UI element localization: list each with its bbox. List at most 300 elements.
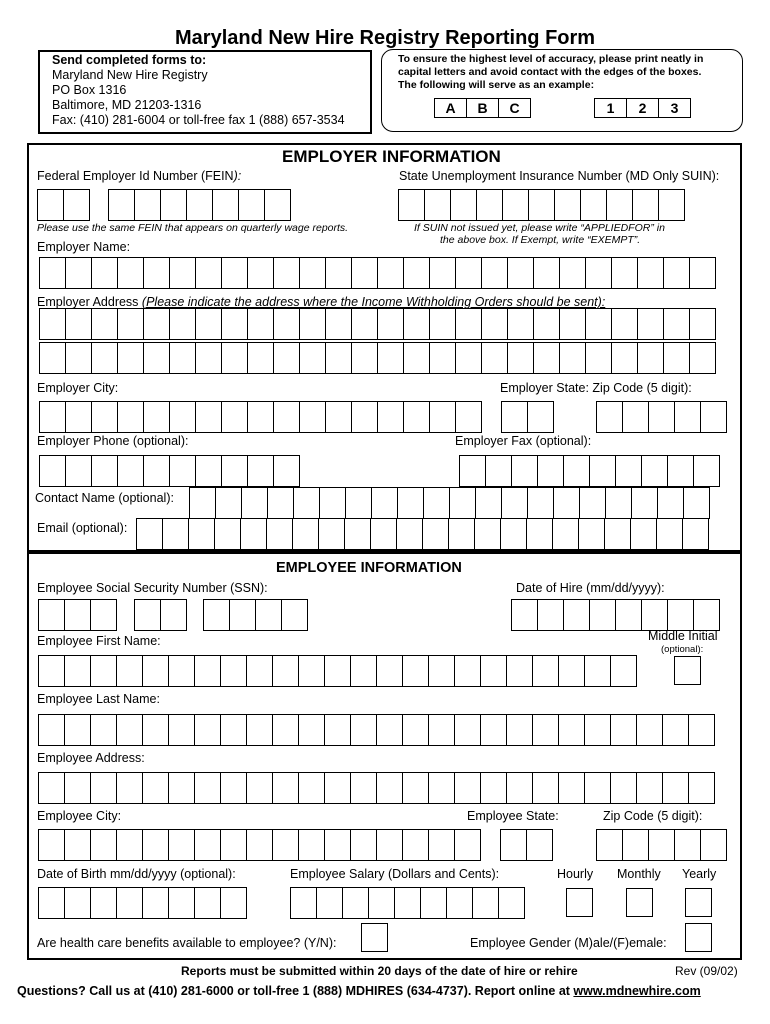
char-box[interactable] — [534, 343, 560, 373]
char-box[interactable] — [507, 656, 533, 686]
char-box[interactable] — [378, 343, 404, 373]
char-box[interactable] — [533, 773, 559, 803]
char-box[interactable] — [481, 656, 507, 686]
char-box[interactable] — [117, 773, 143, 803]
char-box[interactable] — [663, 773, 689, 803]
char-box[interactable] — [239, 190, 265, 220]
char-box[interactable] — [273, 656, 299, 686]
char-box[interactable] — [325, 773, 351, 803]
char-box[interactable] — [475, 519, 501, 549]
char-box[interactable] — [377, 773, 403, 803]
char-box[interactable] — [538, 456, 564, 486]
char-box[interactable] — [476, 488, 502, 518]
char-box[interactable] — [282, 600, 308, 630]
employer-zip-input[interactable] — [596, 401, 727, 433]
char-box[interactable] — [91, 600, 117, 630]
char-box[interactable] — [501, 519, 527, 549]
char-box[interactable] — [352, 343, 378, 373]
char-box[interactable] — [398, 488, 424, 518]
employer-name-input[interactable] — [39, 257, 716, 289]
char-box[interactable] — [455, 715, 481, 745]
char-box[interactable] — [195, 888, 221, 918]
char-box[interactable] — [560, 309, 586, 339]
char-box[interactable] — [424, 488, 450, 518]
char-box[interactable] — [395, 888, 421, 918]
char-box[interactable] — [294, 488, 320, 518]
char-box[interactable] — [117, 656, 143, 686]
char-box[interactable] — [638, 343, 664, 373]
dob-input[interactable] — [38, 887, 247, 919]
char-box[interactable] — [65, 656, 91, 686]
char-box[interactable] — [586, 258, 612, 288]
char-box[interactable] — [291, 888, 317, 918]
char-box[interactable] — [91, 715, 117, 745]
char-box[interactable] — [538, 600, 564, 630]
char-box[interactable] — [66, 343, 92, 373]
char-box[interactable] — [404, 343, 430, 373]
char-box[interactable] — [326, 343, 352, 373]
char-box[interactable] — [597, 402, 623, 432]
char-box[interactable] — [170, 456, 196, 486]
char-box[interactable] — [564, 456, 590, 486]
char-box[interactable] — [221, 773, 247, 803]
char-box[interactable] — [300, 343, 326, 373]
health-benefits-input[interactable] — [361, 923, 388, 952]
char-box[interactable] — [447, 888, 473, 918]
ssn-input-group[interactable] — [134, 599, 187, 631]
char-box[interactable] — [299, 830, 325, 860]
char-box[interactable] — [429, 830, 455, 860]
char-box[interactable] — [612, 258, 638, 288]
char-box[interactable] — [39, 715, 65, 745]
char-box[interactable] — [482, 309, 508, 339]
char-box[interactable] — [144, 258, 170, 288]
yearly-checkbox[interactable] — [685, 888, 712, 917]
char-box[interactable] — [632, 488, 658, 518]
char-box[interactable] — [638, 258, 664, 288]
char-box[interactable] — [273, 773, 299, 803]
char-box[interactable] — [117, 830, 143, 860]
first-name-input[interactable] — [38, 655, 637, 687]
char-box[interactable] — [39, 773, 65, 803]
char-box[interactable] — [403, 656, 429, 686]
char-box[interactable] — [430, 258, 456, 288]
char-box[interactable] — [92, 402, 118, 432]
char-box[interactable] — [326, 309, 352, 339]
char-box[interactable] — [169, 773, 195, 803]
char-box[interactable] — [143, 715, 169, 745]
employee-state-input[interactable] — [500, 829, 553, 861]
char-box[interactable] — [118, 258, 144, 288]
char-box[interactable] — [612, 343, 638, 373]
char-box[interactable] — [222, 258, 248, 288]
char-box[interactable] — [664, 258, 690, 288]
char-box[interactable] — [449, 519, 475, 549]
char-box[interactable] — [371, 519, 397, 549]
char-box[interactable] — [135, 600, 161, 630]
char-box[interactable] — [689, 715, 715, 745]
char-box[interactable] — [486, 456, 512, 486]
char-box[interactable] — [161, 600, 187, 630]
char-box[interactable] — [213, 190, 239, 220]
char-box[interactable] — [221, 715, 247, 745]
char-box[interactable] — [91, 656, 117, 686]
char-box[interactable] — [64, 190, 90, 220]
char-box[interactable] — [657, 519, 683, 549]
char-box[interactable] — [512, 600, 538, 630]
char-box[interactable] — [196, 456, 222, 486]
char-box[interactable] — [430, 402, 456, 432]
char-box[interactable] — [346, 488, 372, 518]
char-box[interactable] — [248, 402, 274, 432]
char-box[interactable] — [555, 190, 581, 220]
employer-fax-input[interactable] — [459, 455, 720, 487]
suin-input[interactable] — [398, 189, 685, 221]
char-box[interactable] — [351, 715, 377, 745]
char-box[interactable] — [66, 402, 92, 432]
char-box[interactable] — [502, 488, 528, 518]
char-box[interactable] — [170, 309, 196, 339]
char-box[interactable] — [430, 343, 456, 373]
char-box[interactable] — [533, 656, 559, 686]
char-box[interactable] — [403, 773, 429, 803]
char-box[interactable] — [664, 343, 690, 373]
char-box[interactable] — [65, 888, 91, 918]
char-box[interactable] — [109, 190, 135, 220]
char-box[interactable] — [300, 402, 326, 432]
salary-input[interactable] — [290, 887, 525, 919]
char-box[interactable] — [451, 190, 477, 220]
char-box[interactable] — [195, 656, 221, 686]
char-box[interactable] — [612, 309, 638, 339]
char-box[interactable] — [507, 773, 533, 803]
employee-zip-input[interactable] — [596, 829, 727, 861]
char-box[interactable] — [215, 519, 241, 549]
char-box[interactable] — [694, 600, 720, 630]
char-box[interactable] — [663, 715, 689, 745]
char-box[interactable] — [317, 888, 343, 918]
char-box[interactable] — [623, 402, 649, 432]
employee-city-input[interactable] — [38, 829, 481, 861]
char-box[interactable] — [559, 656, 585, 686]
char-box[interactable] — [137, 519, 163, 549]
char-box[interactable] — [170, 402, 196, 432]
char-box[interactable] — [117, 888, 143, 918]
char-box[interactable] — [66, 309, 92, 339]
char-box[interactable] — [39, 656, 65, 686]
char-box[interactable] — [585, 656, 611, 686]
char-box[interactable] — [403, 715, 429, 745]
char-box[interactable] — [586, 343, 612, 373]
char-box[interactable] — [39, 600, 65, 630]
employer-phone-input[interactable] — [39, 455, 300, 487]
char-box[interactable] — [40, 343, 66, 373]
char-box[interactable] — [274, 456, 300, 486]
char-box[interactable] — [501, 830, 527, 860]
char-box[interactable] — [456, 402, 482, 432]
char-box[interactable] — [533, 715, 559, 745]
char-box[interactable] — [144, 402, 170, 432]
char-box[interactable] — [320, 488, 346, 518]
char-box[interactable] — [265, 190, 291, 220]
char-box[interactable] — [508, 309, 534, 339]
ssn-input-serial[interactable] — [203, 599, 308, 631]
employer-state-input[interactable] — [501, 401, 554, 433]
char-box[interactable] — [196, 343, 222, 373]
char-box[interactable] — [248, 258, 274, 288]
char-box[interactable] — [529, 190, 555, 220]
char-box[interactable] — [190, 488, 216, 518]
char-box[interactable] — [40, 456, 66, 486]
char-box[interactable] — [507, 715, 533, 745]
char-box[interactable] — [502, 402, 528, 432]
char-box[interactable] — [473, 888, 499, 918]
char-box[interactable] — [40, 258, 66, 288]
char-box[interactable] — [326, 402, 352, 432]
char-box[interactable] — [169, 830, 195, 860]
char-box[interactable] — [118, 456, 144, 486]
fein-input-prefix[interactable] — [37, 189, 90, 221]
char-box[interactable] — [196, 309, 222, 339]
char-box[interactable] — [508, 343, 534, 373]
char-box[interactable] — [222, 456, 248, 486]
char-box[interactable] — [274, 309, 300, 339]
char-box[interactable] — [559, 773, 585, 803]
char-box[interactable] — [701, 830, 727, 860]
char-box[interactable] — [169, 656, 195, 686]
char-box[interactable] — [170, 343, 196, 373]
char-box[interactable] — [611, 715, 637, 745]
char-box[interactable] — [351, 830, 377, 860]
char-box[interactable] — [456, 309, 482, 339]
char-box[interactable] — [616, 600, 642, 630]
char-box[interactable] — [65, 715, 91, 745]
char-box[interactable] — [606, 488, 632, 518]
char-box[interactable] — [268, 488, 294, 518]
char-box[interactable] — [425, 190, 451, 220]
char-box[interactable] — [404, 402, 430, 432]
char-box[interactable] — [66, 258, 92, 288]
char-box[interactable] — [300, 309, 326, 339]
website-link[interactable]: www.mdnewhire.com — [573, 984, 701, 998]
char-box[interactable] — [607, 190, 633, 220]
char-box[interactable] — [649, 402, 675, 432]
char-box[interactable] — [117, 715, 143, 745]
char-box[interactable] — [579, 519, 605, 549]
char-box[interactable] — [429, 773, 455, 803]
char-box[interactable] — [684, 488, 710, 518]
char-box[interactable] — [345, 519, 371, 549]
char-box[interactable] — [241, 519, 267, 549]
char-box[interactable] — [221, 830, 247, 860]
char-box[interactable] — [221, 656, 247, 686]
char-box[interactable] — [581, 190, 607, 220]
char-box[interactable] — [169, 888, 195, 918]
monthly-checkbox[interactable] — [626, 888, 653, 917]
char-box[interactable] — [481, 773, 507, 803]
char-box[interactable] — [196, 402, 222, 432]
char-box[interactable] — [319, 519, 345, 549]
char-box[interactable] — [247, 715, 273, 745]
char-box[interactable] — [378, 258, 404, 288]
char-box[interactable] — [248, 309, 274, 339]
char-box[interactable] — [163, 519, 189, 549]
char-box[interactable] — [503, 190, 529, 220]
char-box[interactable] — [248, 456, 274, 486]
char-box[interactable] — [690, 343, 716, 373]
char-box[interactable] — [351, 773, 377, 803]
char-box[interactable] — [482, 343, 508, 373]
char-box[interactable] — [658, 488, 684, 518]
char-box[interactable] — [623, 830, 649, 860]
char-box[interactable] — [675, 402, 701, 432]
char-box[interactable] — [637, 773, 663, 803]
employer-address-input-1[interactable] — [39, 308, 716, 340]
char-box[interactable] — [590, 600, 616, 630]
char-box[interactable] — [421, 888, 447, 918]
char-box[interactable] — [481, 715, 507, 745]
char-box[interactable] — [144, 456, 170, 486]
char-box[interactable] — [38, 190, 64, 220]
char-box[interactable] — [169, 715, 195, 745]
char-box[interactable] — [560, 343, 586, 373]
char-box[interactable] — [597, 830, 623, 860]
char-box[interactable] — [477, 190, 503, 220]
char-box[interactable] — [675, 830, 701, 860]
char-box[interactable] — [637, 715, 663, 745]
char-box[interactable] — [273, 830, 299, 860]
char-box[interactable] — [450, 488, 476, 518]
char-box[interactable] — [553, 519, 579, 549]
last-name-input[interactable] — [38, 714, 715, 746]
char-box[interactable] — [39, 830, 65, 860]
char-box[interactable] — [242, 488, 268, 518]
char-box[interactable] — [508, 258, 534, 288]
char-box[interactable] — [668, 600, 694, 630]
char-box[interactable] — [649, 830, 675, 860]
char-box[interactable] — [580, 488, 606, 518]
char-box[interactable] — [683, 519, 709, 549]
char-box[interactable] — [585, 715, 611, 745]
char-box[interactable] — [352, 258, 378, 288]
contact-name-input[interactable] — [189, 487, 710, 519]
char-box[interactable] — [429, 715, 455, 745]
char-box[interactable] — [118, 309, 144, 339]
char-box[interactable] — [377, 715, 403, 745]
char-box[interactable] — [423, 519, 449, 549]
char-box[interactable] — [352, 402, 378, 432]
hourly-checkbox[interactable] — [566, 888, 593, 917]
char-box[interactable] — [299, 773, 325, 803]
char-box[interactable] — [300, 258, 326, 288]
char-box[interactable] — [256, 600, 282, 630]
char-box[interactable] — [352, 309, 378, 339]
char-box[interactable] — [293, 519, 319, 549]
employer-city-input[interactable] — [39, 401, 482, 433]
char-box[interactable] — [274, 402, 300, 432]
char-box[interactable] — [534, 309, 560, 339]
char-box[interactable] — [40, 402, 66, 432]
char-box[interactable] — [512, 456, 538, 486]
char-box[interactable] — [404, 309, 430, 339]
char-box[interactable] — [247, 656, 273, 686]
char-box[interactable] — [590, 456, 616, 486]
char-box[interactable] — [585, 773, 611, 803]
char-box[interactable] — [326, 258, 352, 288]
char-box[interactable] — [378, 402, 404, 432]
char-box[interactable] — [403, 830, 429, 860]
char-box[interactable] — [638, 309, 664, 339]
char-box[interactable] — [399, 190, 425, 220]
char-box[interactable] — [118, 343, 144, 373]
char-box[interactable] — [195, 830, 221, 860]
char-box[interactable] — [222, 402, 248, 432]
char-box[interactable] — [689, 773, 715, 803]
char-box[interactable] — [92, 309, 118, 339]
char-box[interactable] — [66, 456, 92, 486]
char-box[interactable] — [247, 773, 273, 803]
char-box[interactable] — [701, 402, 727, 432]
char-box[interactable] — [91, 830, 117, 860]
char-box[interactable] — [325, 715, 351, 745]
char-box[interactable] — [397, 519, 423, 549]
char-box[interactable] — [633, 190, 659, 220]
char-box[interactable] — [664, 309, 690, 339]
char-box[interactable] — [527, 519, 553, 549]
char-box[interactable] — [455, 830, 481, 860]
char-box[interactable] — [659, 190, 685, 220]
char-box[interactable] — [230, 600, 256, 630]
char-box[interactable] — [611, 656, 637, 686]
char-box[interactable] — [690, 258, 716, 288]
char-box[interactable] — [369, 888, 395, 918]
char-box[interactable] — [161, 190, 187, 220]
char-box[interactable] — [144, 343, 170, 373]
char-box[interactable] — [377, 830, 403, 860]
middle-initial-input[interactable] — [674, 656, 701, 685]
char-box[interactable] — [216, 488, 242, 518]
char-box[interactable] — [189, 519, 215, 549]
char-box[interactable] — [378, 309, 404, 339]
char-box[interactable] — [564, 600, 590, 630]
char-box[interactable] — [528, 488, 554, 518]
char-box[interactable] — [611, 773, 637, 803]
hire-date-input[interactable] — [511, 599, 720, 631]
char-box[interactable] — [559, 715, 585, 745]
char-box[interactable] — [460, 456, 486, 486]
char-box[interactable] — [144, 309, 170, 339]
char-box[interactable] — [325, 830, 351, 860]
char-box[interactable] — [143, 656, 169, 686]
char-box[interactable] — [65, 830, 91, 860]
char-box[interactable] — [642, 456, 668, 486]
char-box[interactable] — [560, 258, 586, 288]
char-box[interactable] — [586, 309, 612, 339]
char-box[interactable] — [690, 309, 716, 339]
employer-address-input-2[interactable] — [39, 342, 716, 374]
char-box[interactable] — [204, 600, 230, 630]
char-box[interactable] — [247, 830, 273, 860]
char-box[interactable] — [273, 715, 299, 745]
char-box[interactable] — [196, 258, 222, 288]
char-box[interactable] — [39, 888, 65, 918]
email-input[interactable] — [136, 518, 709, 550]
char-box[interactable] — [248, 343, 274, 373]
char-box[interactable] — [143, 830, 169, 860]
employee-address-input[interactable] — [38, 772, 715, 804]
fein-input[interactable] — [108, 189, 291, 221]
char-box[interactable] — [299, 715, 325, 745]
